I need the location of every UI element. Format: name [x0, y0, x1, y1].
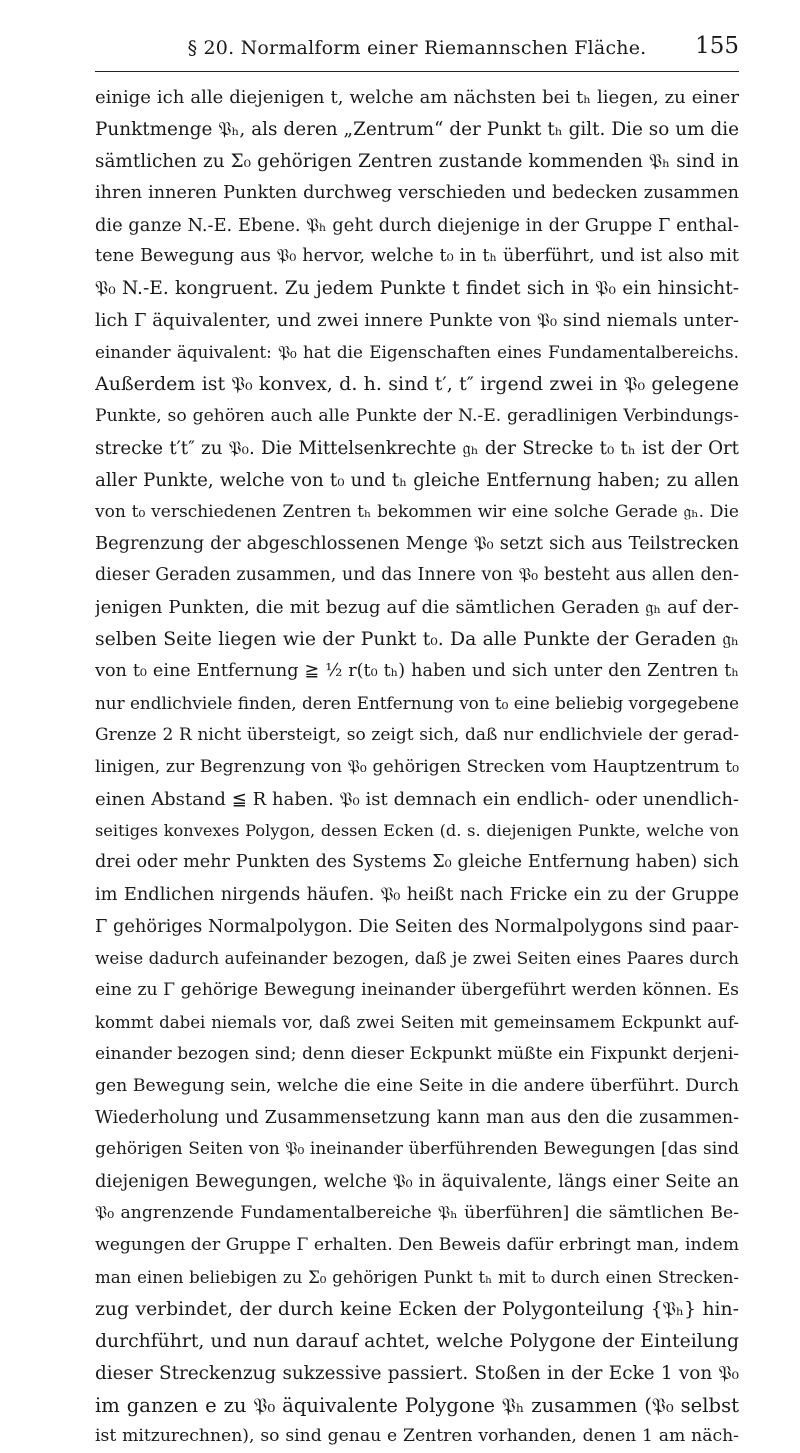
body-text: [95, 82, 739, 1453]
text-line: lich Γ äquivalenter, und zwei innere Punkte von 𝔓₀ sind niemals unter-: [95, 310, 739, 332]
text-line: Γ gehöriges Normalpolygon. Die Seiten des Normalpolygons sind paar-: [95, 916, 739, 938]
text-line: linigen, zur Begrenzung von 𝔓₀ gehörigen Strecken vom Hauptzentrum t₀: [95, 756, 739, 777]
running-header: [95, 31, 739, 72]
text-line: einander bezogen sind; denn dieser Eckpunkt müßte ein Fixpunkt derjeni-: [95, 1043, 739, 1064]
text-line: weise dadurch aufeinander bezogen, daß je zwei Seiten eines Paares durch: [95, 948, 739, 969]
text-line: Wiederholung und Zusammensetzung kann man aus den die zusammen-: [95, 1107, 739, 1128]
text-line: drei oder mehr Punkten des Systems Σ₀ gleiche Entfernung haben) sich: [95, 852, 739, 873]
text-line: Punkte, so gehören auch alle Punkte der N.-E. geradlinigen Verbindungs-: [95, 405, 739, 426]
text-line: tene Bewegung aus 𝔓₀ hervor, welche t₀ in tₕ überführt, und ist also mit: [95, 246, 739, 267]
text-line: Punktmenge 𝔓ₕ, als deren „Zentrum“ der Punkt tₕ gilt. Die so um die: [95, 118, 739, 140]
text-line: von t₀ eine Entfernung ≧ ½ r(t₀ tₕ) haben und sich unter den Zentren tₕ: [95, 661, 739, 682]
text-line: einander äquivalent: 𝔓₀ hat die Eigenschaften eines Fundamentalbereichs.: [95, 342, 739, 363]
text-line: Außerdem ist 𝔓₀ konvex, d. h. sind t′, t″ irgend zwei in 𝔓₀ gelegene: [95, 373, 739, 396]
text-line: zug verbindet, der durch keine Ecken der Polygonteilung {𝔓ₕ} hin-: [95, 1298, 739, 1320]
text-line: dieser Streckenzug sukzessive passiert. Stoßen in der Ecke 1 von 𝔓₀: [95, 1362, 739, 1384]
text-line: dieser Geraden zusammen, und das Innere von 𝔓₀ besteht aus allen den-: [95, 565, 739, 586]
text-line: gen Bewegung sein, welche die eine Seite in die andere überführt. Durch: [95, 1075, 739, 1096]
text-line: selben Seite liegen wie der Punkt t₀. Da alle Punkte der Geraden 𝔤ₕ: [95, 629, 739, 651]
text-line: seitiges konvexes Polygon, dessen Ecken (d. s. diejenigen Punkte, welche von: [95, 821, 739, 841]
text-line: einige ich alle diejenigen t, welche am nächsten bei tₕ liegen, zu einer: [95, 87, 739, 108]
page-number: 155: [695, 33, 739, 59]
text-line: sämtlichen zu Σ₀ gehörigen Zentren zustande kommenden 𝔓ₕ sind in: [95, 150, 739, 172]
text-line: gehörigen Seiten von 𝔓₀ ineinander überführenden Bewegungen [das sind: [95, 1139, 739, 1160]
text-line: von t₀ verschiedenen Zentren tₕ bekommen wir eine solche Gerade 𝔤ₕ. Die: [95, 501, 739, 522]
text-line: durchführt, und nun darauf achtet, welche Polygone der Einteilung: [95, 1330, 739, 1352]
text-line: eine zu Γ gehörige Bewegung ineinander übergeführt werden können. Es: [95, 979, 739, 1000]
text-line: aller Punkte, welche von t₀ und tₕ gleiche Entfernung haben; zu allen: [95, 469, 739, 491]
text-line: strecke t′t″ zu 𝔓₀. Die Mittelsenkrechte 𝔤ₕ der Strecke t₀ tₕ ist der Ort: [95, 437, 739, 459]
section-title: § 20. Normalform einer Riemannschen Fläche.: [187, 37, 647, 59]
text-line: man einen beliebigen zu Σ₀ gehörigen Punkt tₕ mit t₀ durch einen Strecken-: [95, 1267, 739, 1287]
text-line: wegungen der Gruppe Γ erhalten. Den Beweis dafür erbringt man, indem: [95, 1235, 739, 1256]
text-line: ist mitzurechnen), so sind genau e Zentren vorhanden, denen 1 am näch-: [95, 1426, 739, 1447]
text-line: jenigen Punkten, die mit bezug auf die sämtlichen Geraden 𝔤ₕ auf der-: [95, 597, 739, 619]
text-line: diejenigen Bewegungen, welche 𝔓₀ in äquivalente, längs einer Seite an: [95, 1171, 739, 1193]
text-line: 𝔓₀ angrenzende Fundamentalbereiche 𝔓ₕ überführen] die sämtlichen Be-: [95, 1203, 739, 1224]
text-line: nur endlichviele finden, deren Entfernung von t₀ eine beliebig vorgegebene: [95, 692, 739, 713]
text-line: einen Abstand ≦ R haben. 𝔓₀ ist demnach ein endlich- oder unendlich-: [95, 788, 739, 810]
text-line: Begrenzung der abgeschlossenen Menge 𝔓₀ setzt sich aus Teilstrecken: [95, 533, 739, 555]
text-line: 𝔓₀ N.-E. kongruent. Zu jedem Punkte t findet sich in 𝔓₀ ein hinsicht-: [95, 278, 739, 300]
text-line: kommt dabei niemals vor, daß zwei Seiten mit gemeinsamem Eckpunkt auf-: [95, 1012, 739, 1032]
text-line: ihren inneren Punkten durchweg verschieden und bedecken zusammen: [95, 182, 739, 203]
text-line: im Endlichen nirgends häufen. 𝔓₀ heißt nach Fricke ein zu der Gruppe: [95, 884, 739, 906]
text-line: die ganze N.-E. Ebene. 𝔓ₕ geht durch diejenige in der Gruppe Γ enthal-: [95, 214, 739, 236]
text-line: im ganzen e zu 𝔓₀ äquivalente Polygone 𝔓ₕ zusammen (𝔓₀ selbst: [95, 1393, 739, 1417]
text-line: Grenze 2 R nicht übersteigt, so zeigt sich, daß nur endlichviele der gerad-: [95, 724, 739, 745]
